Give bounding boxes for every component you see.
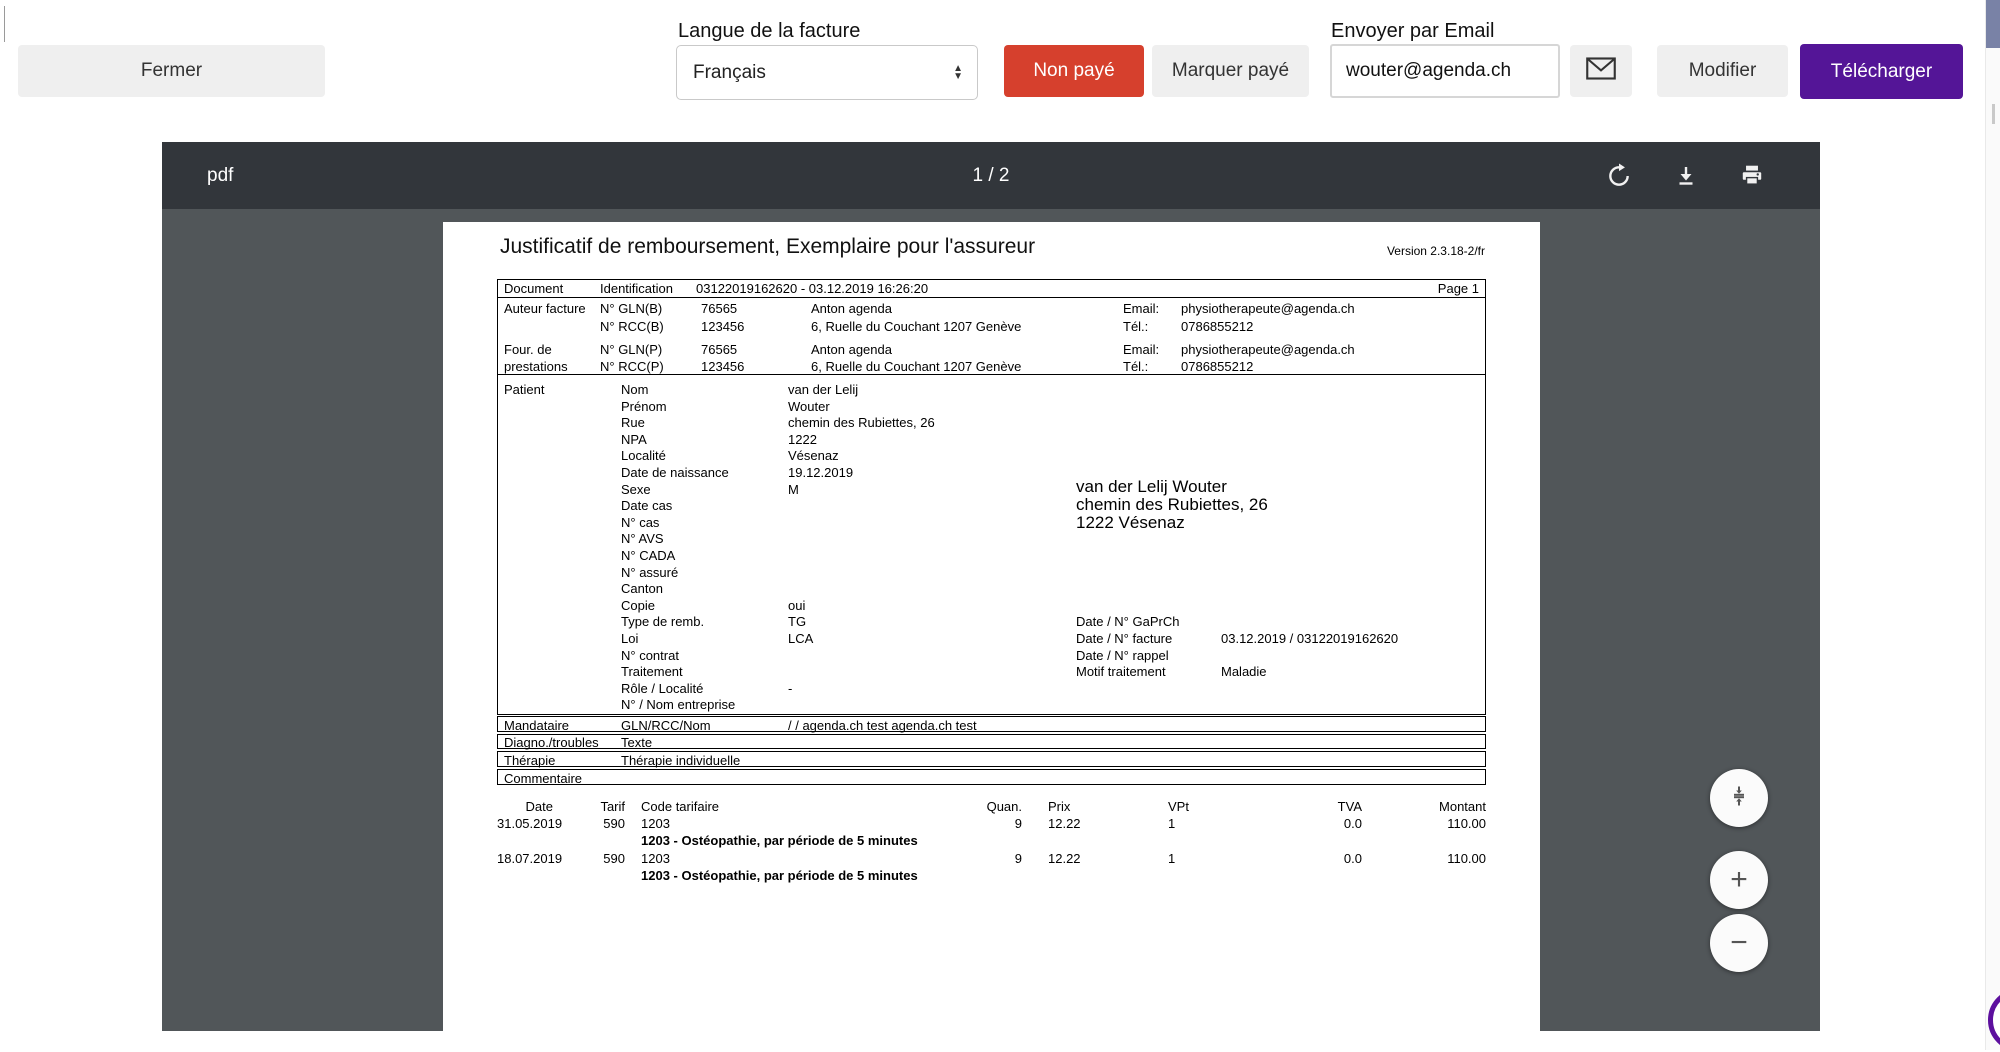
- section-label: Thérapie: [504, 753, 556, 768]
- patient-field-label: N° assuré: [621, 565, 679, 580]
- mark-paid-button[interactable]: Marquer payé: [1152, 45, 1309, 97]
- patient-field-label: Copie: [621, 598, 655, 613]
- patient-section: [497, 374, 1486, 715]
- patient-field-label: N° CADA: [621, 548, 676, 563]
- document-page: [443, 222, 1540, 1031]
- provider-number: 123456: [701, 318, 745, 334]
- therapy-row: [497, 751, 1486, 767]
- mandataire-row: [497, 716, 1486, 732]
- provider-address: 6, Ruelle du Couchant 1207 Genève: [811, 358, 1022, 374]
- patient-field-value: chemin des Rubiettes, 26: [788, 415, 935, 430]
- provider-name: Anton agenda: [811, 341, 892, 357]
- item-montant: 110.00: [1447, 851, 1486, 866]
- provider-number: 123456: [701, 358, 745, 374]
- pdf-title: pdf: [207, 164, 234, 186]
- patient-field-label: Date de naissance: [621, 465, 729, 480]
- col-header-quan: Quan.: [986, 799, 1022, 814]
- fit-page-button[interactable]: [1710, 769, 1768, 827]
- language-select[interactable]: [676, 45, 978, 100]
- item-quan: 9: [1014, 816, 1022, 831]
- patient-field-label: Loi: [621, 631, 639, 646]
- line-item-desc: [497, 868, 1486, 884]
- language-select-value: Français: [693, 61, 766, 83]
- provider-address: 6, Ruelle du Couchant 1207 Genève: [811, 318, 1022, 334]
- item-prix: 12.22: [1048, 816, 1081, 831]
- provider-section-label: Auteur facture: [504, 300, 586, 316]
- edit-button[interactable]: Modifier: [1657, 45, 1788, 97]
- doc-label: Document: [504, 281, 564, 296]
- language-label: Langue de la facture: [678, 20, 861, 42]
- item-prix: 12.22: [1048, 851, 1081, 866]
- col-header-tva: TVA: [1337, 799, 1362, 814]
- invoice-field-label: Date / N° GaPrCh: [1076, 614, 1180, 629]
- diagnosis-row: [497, 734, 1486, 749]
- item-code: 1203: [641, 816, 670, 831]
- invoice-field-label: Date / N° facture: [1076, 631, 1173, 646]
- patient-field-label: Type de remb.: [621, 614, 705, 629]
- provider-field-label: N° RCC(P): [600, 358, 664, 374]
- item-vpt: 1: [1168, 816, 1176, 831]
- send-email-label: Envoyer par Email: [1331, 20, 1495, 42]
- patient-field-value: 19.12.2019: [788, 465, 854, 480]
- identification-label: Identification: [600, 281, 673, 296]
- unpaid-status-button[interactable]: Non payé: [1004, 45, 1144, 97]
- patient-field-label: Nom: [621, 382, 649, 397]
- patient-field-label: Rue: [621, 415, 645, 430]
- patient-field-label: NPA: [621, 432, 647, 447]
- print-icon[interactable]: [1737, 161, 1767, 191]
- pdf-toolbar: [162, 142, 1820, 209]
- contact-label: Tél.:: [1123, 318, 1149, 334]
- plus-icon: +: [1730, 863, 1748, 896]
- section-label: Diagno./troubles: [504, 735, 599, 750]
- patient-field-value: LCA: [788, 631, 814, 646]
- patient-field-label: Date cas: [621, 498, 673, 513]
- page-label: Page 1: [1437, 281, 1479, 296]
- patient-field-label: Rôle / Localité: [621, 681, 704, 696]
- patient-section-label: Patient: [504, 382, 545, 397]
- invoice-field-label: Motif traitement: [1076, 664, 1166, 679]
- contact-label: Email:: [1123, 341, 1160, 357]
- address-line: chemin des Rubiettes, 26: [1076, 495, 1268, 514]
- section-field: Thérapie individuelle: [621, 753, 741, 768]
- patient-field-label: N° AVS: [621, 531, 664, 546]
- section-value: / / agenda.ch test agenda.ch test: [788, 718, 977, 733]
- patient-field-value: 1222: [788, 432, 817, 447]
- download-pdf-icon[interactable]: [1671, 161, 1701, 191]
- patient-field-value: oui: [788, 598, 806, 613]
- line-item-row: [497, 851, 1486, 867]
- patient-field-label: Prénom: [621, 399, 667, 414]
- edge-artifact: [4, 6, 5, 42]
- comment-row: [497, 769, 1486, 785]
- email-input[interactable]: [1330, 44, 1560, 98]
- identification-value: 03122019162620 - 03.12.2019 16:26:20: [696, 281, 929, 296]
- contact-value: 0786855212: [1181, 358, 1254, 374]
- download-button[interactable]: Télécharger: [1800, 44, 1963, 99]
- patient-field-label: Canton: [621, 581, 663, 596]
- section-label: Commentaire: [504, 771, 583, 786]
- scrollbar-notch: [1992, 104, 1995, 124]
- patient-address-block: [1076, 478, 1268, 532]
- col-header-date: Date: [525, 799, 553, 814]
- address-line: van der Lelij Wouter: [1076, 477, 1227, 496]
- section-label: Mandataire: [504, 718, 570, 733]
- patient-field-label: N° contrat: [621, 648, 679, 663]
- item-quan: 9: [1014, 851, 1022, 866]
- col-header-code: Code tarifaire: [641, 799, 720, 814]
- patient-field-value: Vésenaz: [788, 448, 839, 463]
- select-arrows-icon: ▲ ▼: [953, 62, 963, 82]
- patient-field-label: N° cas: [621, 515, 660, 530]
- page-indicator: 1 / 2: [972, 164, 1010, 186]
- patient-field-value: -: [788, 681, 793, 696]
- line-item-desc: [497, 833, 1486, 849]
- zoom-out-button[interactable]: [1710, 914, 1768, 972]
- section-field: GLN/RCC/Nom: [621, 718, 711, 733]
- invoice-field-value: 03.12.2019 / 03122019162620: [1221, 631, 1399, 646]
- pdf-viewer: [162, 142, 1820, 1031]
- address-line: 1222 Vésenaz: [1076, 513, 1185, 532]
- document-id-row: [497, 279, 1486, 298]
- contact-value: physiotherapeute@agenda.ch: [1181, 341, 1355, 357]
- col-header-vpt: VPt: [1168, 799, 1189, 814]
- rotate-icon[interactable]: [1604, 161, 1634, 191]
- provider-name: Anton agenda: [811, 300, 892, 316]
- page-scrollbar-track[interactable]: [1985, 0, 2000, 1050]
- invoice-field-label: Date / N° rappel: [1076, 648, 1169, 663]
- item-tva: 0.0: [1343, 851, 1362, 866]
- envelope-icon: [1586, 56, 1616, 87]
- item-montant: 110.00: [1447, 816, 1486, 831]
- contact-value: 0786855212: [1181, 318, 1254, 334]
- provider-number: 76565: [701, 341, 738, 357]
- provider-section: [497, 298, 1486, 375]
- section-field: Texte: [621, 735, 653, 750]
- patient-field-label: Traitement: [621, 664, 683, 679]
- col-header-tarif: Tarif: [600, 799, 625, 814]
- item-date: 18.07.2019: [497, 851, 563, 866]
- item-tarif: 590: [603, 851, 625, 866]
- provider-field-label: N° RCC(B): [600, 318, 664, 334]
- item-tarif: 590: [603, 816, 625, 831]
- patient-field-value: M: [788, 482, 799, 497]
- item-date: 31.05.2019: [497, 816, 563, 831]
- contact-value: physiotherapeute@agenda.ch: [1181, 300, 1355, 316]
- send-email-button[interactable]: [1570, 45, 1632, 97]
- minus-icon: −: [1730, 926, 1748, 959]
- document-title: Justificatif de remboursement, Exemplaire pour l'assureur: [500, 235, 1036, 258]
- item-vpt: 1: [1168, 851, 1176, 866]
- provider-section-label: prestations: [504, 358, 568, 374]
- patient-field-value: TG: [788, 614, 807, 629]
- patient-field-label: Sexe: [621, 482, 651, 497]
- patient-field-value: Wouter: [788, 399, 830, 414]
- col-header-montant: Montant: [1439, 799, 1486, 814]
- page-scrollbar-thumb[interactable]: [1986, 0, 2000, 48]
- item-code: 1203: [641, 851, 670, 866]
- col-header-prix: Prix: [1048, 799, 1071, 814]
- item-description: 1203 - Ostéopathie, par période de 5 minutes: [641, 868, 918, 883]
- line-item-row: [497, 816, 1486, 832]
- contact-label: Tél.:: [1123, 358, 1149, 374]
- patient-field-label: Localité: [621, 448, 666, 463]
- provider-number: 76565: [701, 300, 738, 316]
- patient-field-value: van der Lelij: [788, 382, 859, 397]
- provider-section-label: Four. de: [504, 341, 552, 357]
- provider-field-label: N° GLN(B): [600, 300, 663, 316]
- contact-label: Email:: [1123, 300, 1160, 316]
- item-description: 1203 - Ostéopathie, par période de 5 minutes: [641, 833, 918, 848]
- zoom-in-button[interactable]: [1710, 851, 1768, 909]
- item-tva: 0.0: [1343, 816, 1362, 831]
- patient-field-label: N° / Nom entreprise: [621, 697, 736, 712]
- provider-field-label: N° GLN(P): [600, 341, 663, 357]
- invoice-field-value: Maladie: [1221, 664, 1267, 679]
- document-version: Version 2.3.18-2/fr: [1386, 244, 1485, 258]
- fit-page-icon: [1727, 784, 1751, 813]
- close-button[interactable]: Fermer: [18, 45, 325, 97]
